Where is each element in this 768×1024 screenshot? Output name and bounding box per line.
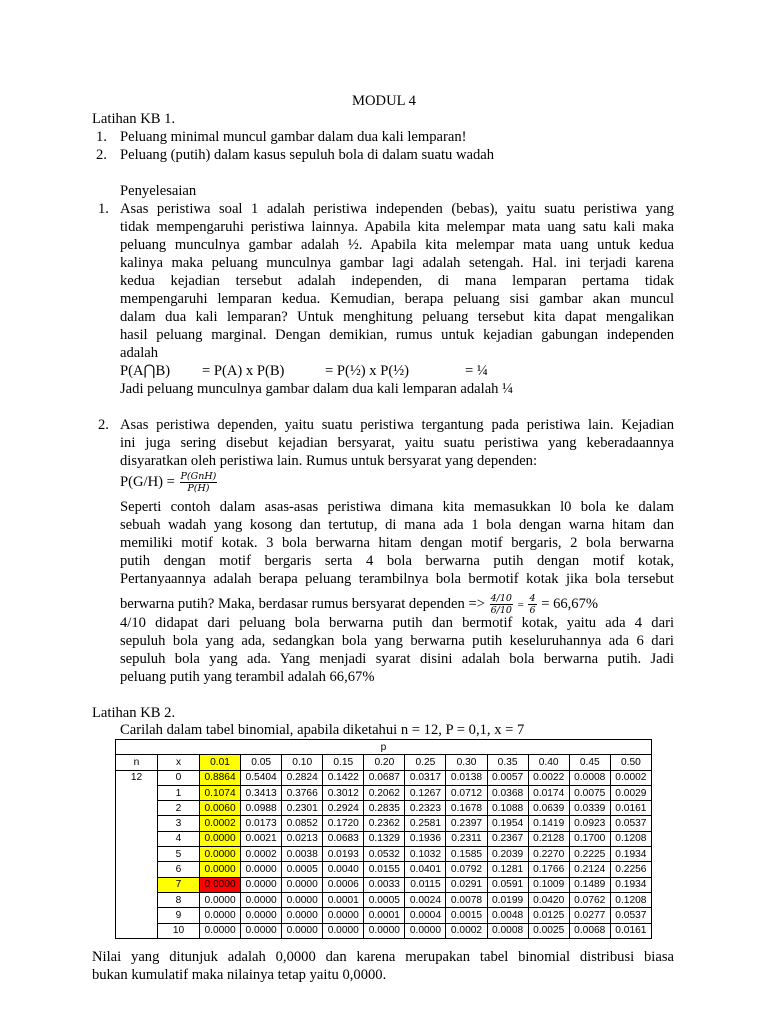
paragraph-line: peluang munculnya gambar adalah ½. Apabila kita melempar mata uang untuk kedua bbox=[120, 237, 674, 253]
table-row bbox=[116, 877, 652, 892]
table-cell: 0.0339 bbox=[569, 801, 610, 816]
table-n-cell bbox=[116, 847, 158, 862]
table-x-cell: 5 bbox=[158, 847, 200, 862]
table-cell: 0.0368 bbox=[487, 785, 528, 800]
solution-heading: Penyelesaian bbox=[120, 183, 197, 199]
table-cell: 0.0033 bbox=[364, 877, 405, 892]
table-cell: 0.1678 bbox=[446, 801, 487, 816]
table-cell: 0.0001 bbox=[364, 908, 405, 923]
table-n-cell bbox=[116, 801, 158, 816]
table-cell: 0.1422 bbox=[323, 770, 364, 785]
table-cell: 0.1074 bbox=[200, 785, 241, 800]
calculation-prefix: berwarna putih? Maka, berdasar rumus bersyarat dependen => bbox=[120, 596, 485, 612]
table-cell: 0.2924 bbox=[323, 801, 364, 816]
table-cell: 0.0002 bbox=[446, 923, 487, 938]
table-cell: 0.0000 bbox=[200, 831, 241, 846]
table-cell: 0.8864 bbox=[200, 770, 241, 785]
table-x-cell: 4 bbox=[158, 831, 200, 846]
table-cell: 0.0075 bbox=[569, 785, 610, 800]
table-cell: 0.0683 bbox=[323, 831, 364, 846]
table-row bbox=[116, 892, 652, 907]
formula-independent-lhs: P(A⋂B) bbox=[120, 363, 171, 379]
table-cell: 0.0000 bbox=[364, 923, 405, 938]
table-p-value: 0.05 bbox=[241, 755, 282, 770]
table-row bbox=[116, 862, 652, 877]
calculation-fraction-1-num: 4/10 bbox=[490, 593, 512, 605]
table-p-value: 0.01 bbox=[200, 755, 241, 770]
table-cell: 0.0125 bbox=[528, 908, 569, 923]
table-cell: 0.3766 bbox=[282, 785, 323, 800]
table-x-cell: 6 bbox=[158, 862, 200, 877]
conditional-formula-fraction bbox=[180, 471, 218, 494]
table-cell: 0.0005 bbox=[364, 892, 405, 907]
table-p-value: 0.30 bbox=[446, 755, 487, 770]
table-cell: 0.1489 bbox=[569, 877, 610, 892]
table-cell: 0.0161 bbox=[610, 801, 651, 816]
kb2-conclusion-line2: bukan kumulatif maka nilainya tetap yaitu 0,0000. bbox=[92, 967, 387, 983]
table-cell: 0.2062 bbox=[364, 785, 405, 800]
table-cell: 0.2128 bbox=[528, 831, 569, 846]
table-cell: 0.0000 bbox=[200, 908, 241, 923]
table-cell: 0.3012 bbox=[323, 785, 364, 800]
table-cell: 0.0988 bbox=[241, 801, 282, 816]
table-n-cell bbox=[116, 923, 158, 938]
table-cell: 0.2835 bbox=[364, 801, 405, 816]
question-1-text: Peluang minimal muncul gambar dalam dua kali lemparan! bbox=[120, 129, 467, 145]
table-x-header: x bbox=[158, 755, 200, 770]
table-cell: 0.0420 bbox=[528, 892, 569, 907]
table-cell: 0.0057 bbox=[487, 770, 528, 785]
table-x-cell: 10 bbox=[158, 923, 200, 938]
table-row bbox=[116, 831, 652, 846]
conditional-formula-denominator: P(H) bbox=[187, 483, 210, 495]
table-cell: 0.2323 bbox=[405, 801, 446, 816]
table-n-cell bbox=[116, 908, 158, 923]
answer-1-last-line: adalah bbox=[120, 345, 159, 361]
table-cell: 0.0000 bbox=[241, 908, 282, 923]
question-2-text: Peluang (putih) dalam kasus sepuluh bola di dalam suatu wadah bbox=[120, 147, 495, 163]
table-x-cell: 9 bbox=[158, 908, 200, 923]
conditional-formula-numerator: P(GnH) bbox=[180, 471, 217, 483]
paragraph-line: mempengaruhi lemparan kedua. Kemudian, berapa peluang sisi gambar akan muncul bbox=[120, 291, 674, 307]
table-cell: 0.0199 bbox=[487, 892, 528, 907]
table-cell: 0.0000 bbox=[282, 892, 323, 907]
kb2-conclusion-line1: Nilai yang ditunjuk adalah 0,0000 dan karena merupakan tabel binomial distribusi biasa bbox=[92, 949, 674, 965]
table-cell: 0.0040 bbox=[323, 862, 364, 877]
table-cell: 0.2256 bbox=[610, 862, 651, 877]
paragraph-line: kedua kejadian tersebut adalah independen, di mana lemparan pertama tidak bbox=[120, 273, 674, 289]
table-cell: 0.1585 bbox=[446, 847, 487, 862]
table-cell: 0.2225 bbox=[569, 847, 610, 862]
table-cell: 0.0317 bbox=[405, 770, 446, 785]
table-cell: 0.1329 bbox=[364, 831, 405, 846]
table-cell: 0.1700 bbox=[569, 831, 610, 846]
table-cell: 0.0792 bbox=[446, 862, 487, 877]
table-p-value: 0.25 bbox=[405, 755, 446, 770]
calculation-fraction-1 bbox=[490, 593, 513, 616]
table-cell: 0.0048 bbox=[487, 908, 528, 923]
paragraph-line: sepuluh bola yang ada, sedangkan bola yang berwarna putih keseluruhannya ada 6 dari bbox=[120, 633, 674, 649]
table-cell: 0.0000 bbox=[323, 908, 364, 923]
table-cell: 0.0024 bbox=[405, 892, 446, 907]
table-cell: 0.2362 bbox=[364, 816, 405, 831]
table-cell: 0.1954 bbox=[487, 816, 528, 831]
table-cell: 0.1032 bbox=[405, 847, 446, 862]
table-row bbox=[116, 923, 652, 938]
table-x-cell: 8 bbox=[158, 892, 200, 907]
table-cell: 0.2824 bbox=[282, 770, 323, 785]
table-p-value: 0.10 bbox=[282, 755, 323, 770]
paragraph-line: Asas peristiwa dependen, yaitu suatu peristiwa tergantung pada peristiwa lain. Kejadian bbox=[120, 417, 674, 433]
paragraph-line: 4/10 didapat dari peluang bola berwarna putih dan bermotif kotak, yaitu ada 4 dari bbox=[120, 615, 674, 631]
table-cell: 0.0923 bbox=[569, 816, 610, 831]
table-cell: 0.0000 bbox=[323, 923, 364, 938]
table-x-cell: 7 bbox=[158, 877, 200, 892]
table-n-cell bbox=[116, 877, 158, 892]
table-cell: 0.0291 bbox=[446, 877, 487, 892]
table-p-value: 0.35 bbox=[487, 755, 528, 770]
table-cell: 0.0000 bbox=[282, 908, 323, 923]
table-cell: 0.0002 bbox=[200, 816, 241, 831]
table-p-value: 0.50 bbox=[610, 755, 651, 770]
table-cell: 0.0537 bbox=[610, 908, 651, 923]
paragraph-line: putih dengan motif bergaris serta 4 bola berwarna putih dengan motif kotak, bbox=[120, 553, 674, 569]
table-cell: 0.5404 bbox=[241, 770, 282, 785]
answer-1-conclusion: Jadi peluang munculnya gambar dalam dua kali lemparan adalah ¼ bbox=[120, 381, 514, 397]
table-cell: 0.1208 bbox=[610, 892, 651, 907]
table-cell: 0.0021 bbox=[241, 831, 282, 846]
table-n-cell: 12 bbox=[116, 770, 158, 785]
table-cell: 0.0213 bbox=[282, 831, 323, 846]
table-cell: 0.0277 bbox=[569, 908, 610, 923]
table-p-value: 0.45 bbox=[569, 755, 610, 770]
table-cell: 0.0008 bbox=[487, 923, 528, 938]
table-cell: 0.0712 bbox=[446, 785, 487, 800]
table-cell: 0.1936 bbox=[405, 831, 446, 846]
table-cell: 0.1088 bbox=[487, 801, 528, 816]
table-cell: 0.2581 bbox=[405, 816, 446, 831]
paragraph-line: dalam dua kali lemparan? Untuk menghitung peluang tersebut kita dapat mengalikan bbox=[120, 309, 674, 325]
formula-independent-step2: = P(½) x P(½) bbox=[325, 363, 410, 379]
table-n-header: n bbox=[116, 755, 158, 770]
paragraph-line: sepuluh bola yang ada. Yang menjadi syarat disini adalah bola berwarna putih. Jadi bbox=[120, 651, 674, 667]
table-row bbox=[116, 847, 652, 862]
table-cell: 0.0000 bbox=[241, 892, 282, 907]
kb2-task: Carilah dalam tabel binomial, apabila diketahui n = 12, P = 0,1, x = 7 bbox=[120, 722, 525, 738]
page-title: MODUL 4 bbox=[352, 93, 416, 109]
table-cell: 0.2311 bbox=[446, 831, 487, 846]
paragraph-line: kalinya maka peluang munculnya gambar lagi adalah setengah. Hal. ini terjadi karena bbox=[120, 255, 674, 271]
table-p-header: p bbox=[116, 740, 652, 755]
table-cell: 0.0155 bbox=[364, 862, 405, 877]
table-cell: 0.0639 bbox=[528, 801, 569, 816]
table-cell: 0.0000 bbox=[282, 877, 323, 892]
kb1-heading: Latihan KB 1. bbox=[92, 111, 176, 127]
answer-1-number: 1. bbox=[98, 201, 109, 217]
kb2-heading: Latihan KB 2. bbox=[92, 705, 176, 721]
table-cell: 0.2039 bbox=[487, 847, 528, 862]
calculation-fraction-2-den: 6 bbox=[529, 605, 536, 617]
table-x-cell: 2 bbox=[158, 801, 200, 816]
table-row bbox=[116, 785, 652, 800]
calculation-fraction-2-num: 4 bbox=[529, 593, 536, 605]
table-cell: 0.0401 bbox=[405, 862, 446, 877]
paragraph-line: tidak mempengaruhi peristiwa lainnya. Apabila kita melempar mata uang satu kali maka bbox=[120, 219, 674, 235]
table-n-cell bbox=[116, 816, 158, 831]
table-cell: 0.0005 bbox=[282, 862, 323, 877]
table-cell: 0.1934 bbox=[610, 877, 651, 892]
table-cell: 0.0000 bbox=[241, 862, 282, 877]
answer-2-number: 2. bbox=[98, 417, 109, 433]
table-x-cell: 1 bbox=[158, 785, 200, 800]
table-cell: 0.0000 bbox=[200, 892, 241, 907]
table-cell: 0.0173 bbox=[241, 816, 282, 831]
table-cell: 0.0060 bbox=[200, 801, 241, 816]
table-n-cell bbox=[116, 831, 158, 846]
table-cell: 0.0000 bbox=[241, 877, 282, 892]
table-cell: 0.1267 bbox=[405, 785, 446, 800]
selected-table-cell: 0.0000 bbox=[200, 877, 241, 892]
table-cell: 0.0002 bbox=[610, 770, 651, 785]
paragraph-line: sebuah wadah yang kosong dan tertutup, di mana ada 1 bola dengan warna hitam dan bbox=[120, 517, 674, 533]
table-cell: 0.1766 bbox=[528, 862, 569, 877]
table-cell: 0.2270 bbox=[528, 847, 569, 862]
table-cell: 0.0762 bbox=[569, 892, 610, 907]
table-cell: 0.0161 bbox=[610, 923, 651, 938]
table-p-value: 0.40 bbox=[528, 755, 569, 770]
table-cell: 0.0029 bbox=[610, 785, 651, 800]
table-cell: 0.0022 bbox=[528, 770, 569, 785]
paragraph-line: Seperti contoh dalam asas-asas peristiwa dimana kita memasukkan l0 bola ke dalam bbox=[120, 499, 674, 515]
paragraph-line: hasil peluang marginal. Dengan demikian, rumus untuk kejadian gabungan independen bbox=[120, 327, 674, 343]
table-cell: 0.1281 bbox=[487, 862, 528, 877]
table-cell: 0.0591 bbox=[487, 877, 528, 892]
conditional-formula-lhs: P(G/H) = bbox=[120, 474, 175, 490]
table-cell: 0.0001 bbox=[323, 892, 364, 907]
table-cell: 0.0193 bbox=[323, 847, 364, 862]
table-cell: 0.1009 bbox=[528, 877, 569, 892]
answer-2-explanation-last: peluang putih yang terambil adalah 66,67% bbox=[120, 669, 375, 685]
table-cell: 0.0174 bbox=[528, 785, 569, 800]
question-2-number: 2. bbox=[96, 147, 107, 163]
table-cell: 0.0002 bbox=[241, 847, 282, 862]
formula-independent-step1: = P(A) x P(B) bbox=[202, 363, 285, 379]
table-p-value: 0.15 bbox=[323, 755, 364, 770]
paragraph-line: ini juga sering disebut kejadian bersyarat, yaitu suatu peristiwa yang keberadaannya bbox=[120, 435, 674, 451]
table-cell: 0.0115 bbox=[405, 877, 446, 892]
calculation-equals: = bbox=[517, 599, 524, 611]
table-row bbox=[116, 816, 652, 831]
table-row bbox=[116, 908, 652, 923]
table-cell: 0.0687 bbox=[364, 770, 405, 785]
table-cell: 0.0015 bbox=[446, 908, 487, 923]
table-cell: 0.1208 bbox=[610, 831, 651, 846]
paragraph-line: Asas peristiwa soal 1 adalah peristiwa independen (bebas), yaitu suatu peristiwa yang bbox=[120, 201, 674, 217]
table-cell: 0.0000 bbox=[241, 923, 282, 938]
formula-independent-result: = ¼ bbox=[465, 363, 488, 379]
table-cell: 0.1419 bbox=[528, 816, 569, 831]
table-cell: 0.0025 bbox=[528, 923, 569, 938]
answer-2-line3: disyaratkan oleh peristiwa lain. Rumus untuk bersyarat yang dependen: bbox=[120, 453, 538, 469]
table-cell: 0.1720 bbox=[323, 816, 364, 831]
table-n-cell bbox=[116, 862, 158, 877]
table-cell: 0.0006 bbox=[323, 877, 364, 892]
table-cell: 0.0138 bbox=[446, 770, 487, 785]
conditional-formula bbox=[120, 468, 218, 496]
table-n-cell bbox=[116, 785, 158, 800]
table-cell: 0.2397 bbox=[446, 816, 487, 831]
table-x-cell: 0 bbox=[158, 770, 200, 785]
table-cell: 0.0000 bbox=[200, 923, 241, 938]
table-cell: 0.0000 bbox=[200, 847, 241, 862]
table-x-cell: 3 bbox=[158, 816, 200, 831]
table-cell: 0.1934 bbox=[610, 847, 651, 862]
calculation-result: = 66,67% bbox=[541, 596, 599, 612]
table-cell: 0.2301 bbox=[282, 801, 323, 816]
table-row bbox=[116, 770, 652, 785]
calculation-fraction-2 bbox=[528, 593, 536, 616]
table-n-cell bbox=[116, 892, 158, 907]
table-cell: 0.0004 bbox=[405, 908, 446, 923]
paragraph-line: Pertanyaannya adalah berapa peluang terambilnya bola bermotif kotak jika bola tersebut bbox=[120, 571, 674, 587]
table-cell: 0.0852 bbox=[282, 816, 323, 831]
table-cell: 0.0008 bbox=[569, 770, 610, 785]
binomial-table bbox=[115, 739, 652, 939]
calculation-fraction-1-den: 6/10 bbox=[490, 605, 512, 617]
table-cell: 0.0000 bbox=[282, 923, 323, 938]
table-cell: 0.0038 bbox=[282, 847, 323, 862]
table-cell: 0.0068 bbox=[569, 923, 610, 938]
table-p-value: 0.20 bbox=[364, 755, 405, 770]
table-cell: 0.0000 bbox=[405, 923, 446, 938]
table-cell: 0.2367 bbox=[487, 831, 528, 846]
table-cell: 0.0000 bbox=[200, 862, 241, 877]
table-row bbox=[116, 801, 652, 816]
paragraph-line: memiliki motif kotak. 3 bola berwarna hitam dengan motif bergaris, 2 bola berwarna bbox=[120, 535, 674, 551]
table-cell: 0.3413 bbox=[241, 785, 282, 800]
table-cell: 0.0537 bbox=[610, 816, 651, 831]
question-1-number: 1. bbox=[96, 129, 107, 145]
table-cell: 0.2124 bbox=[569, 862, 610, 877]
table-cell: 0.0532 bbox=[364, 847, 405, 862]
table-cell: 0.0078 bbox=[446, 892, 487, 907]
